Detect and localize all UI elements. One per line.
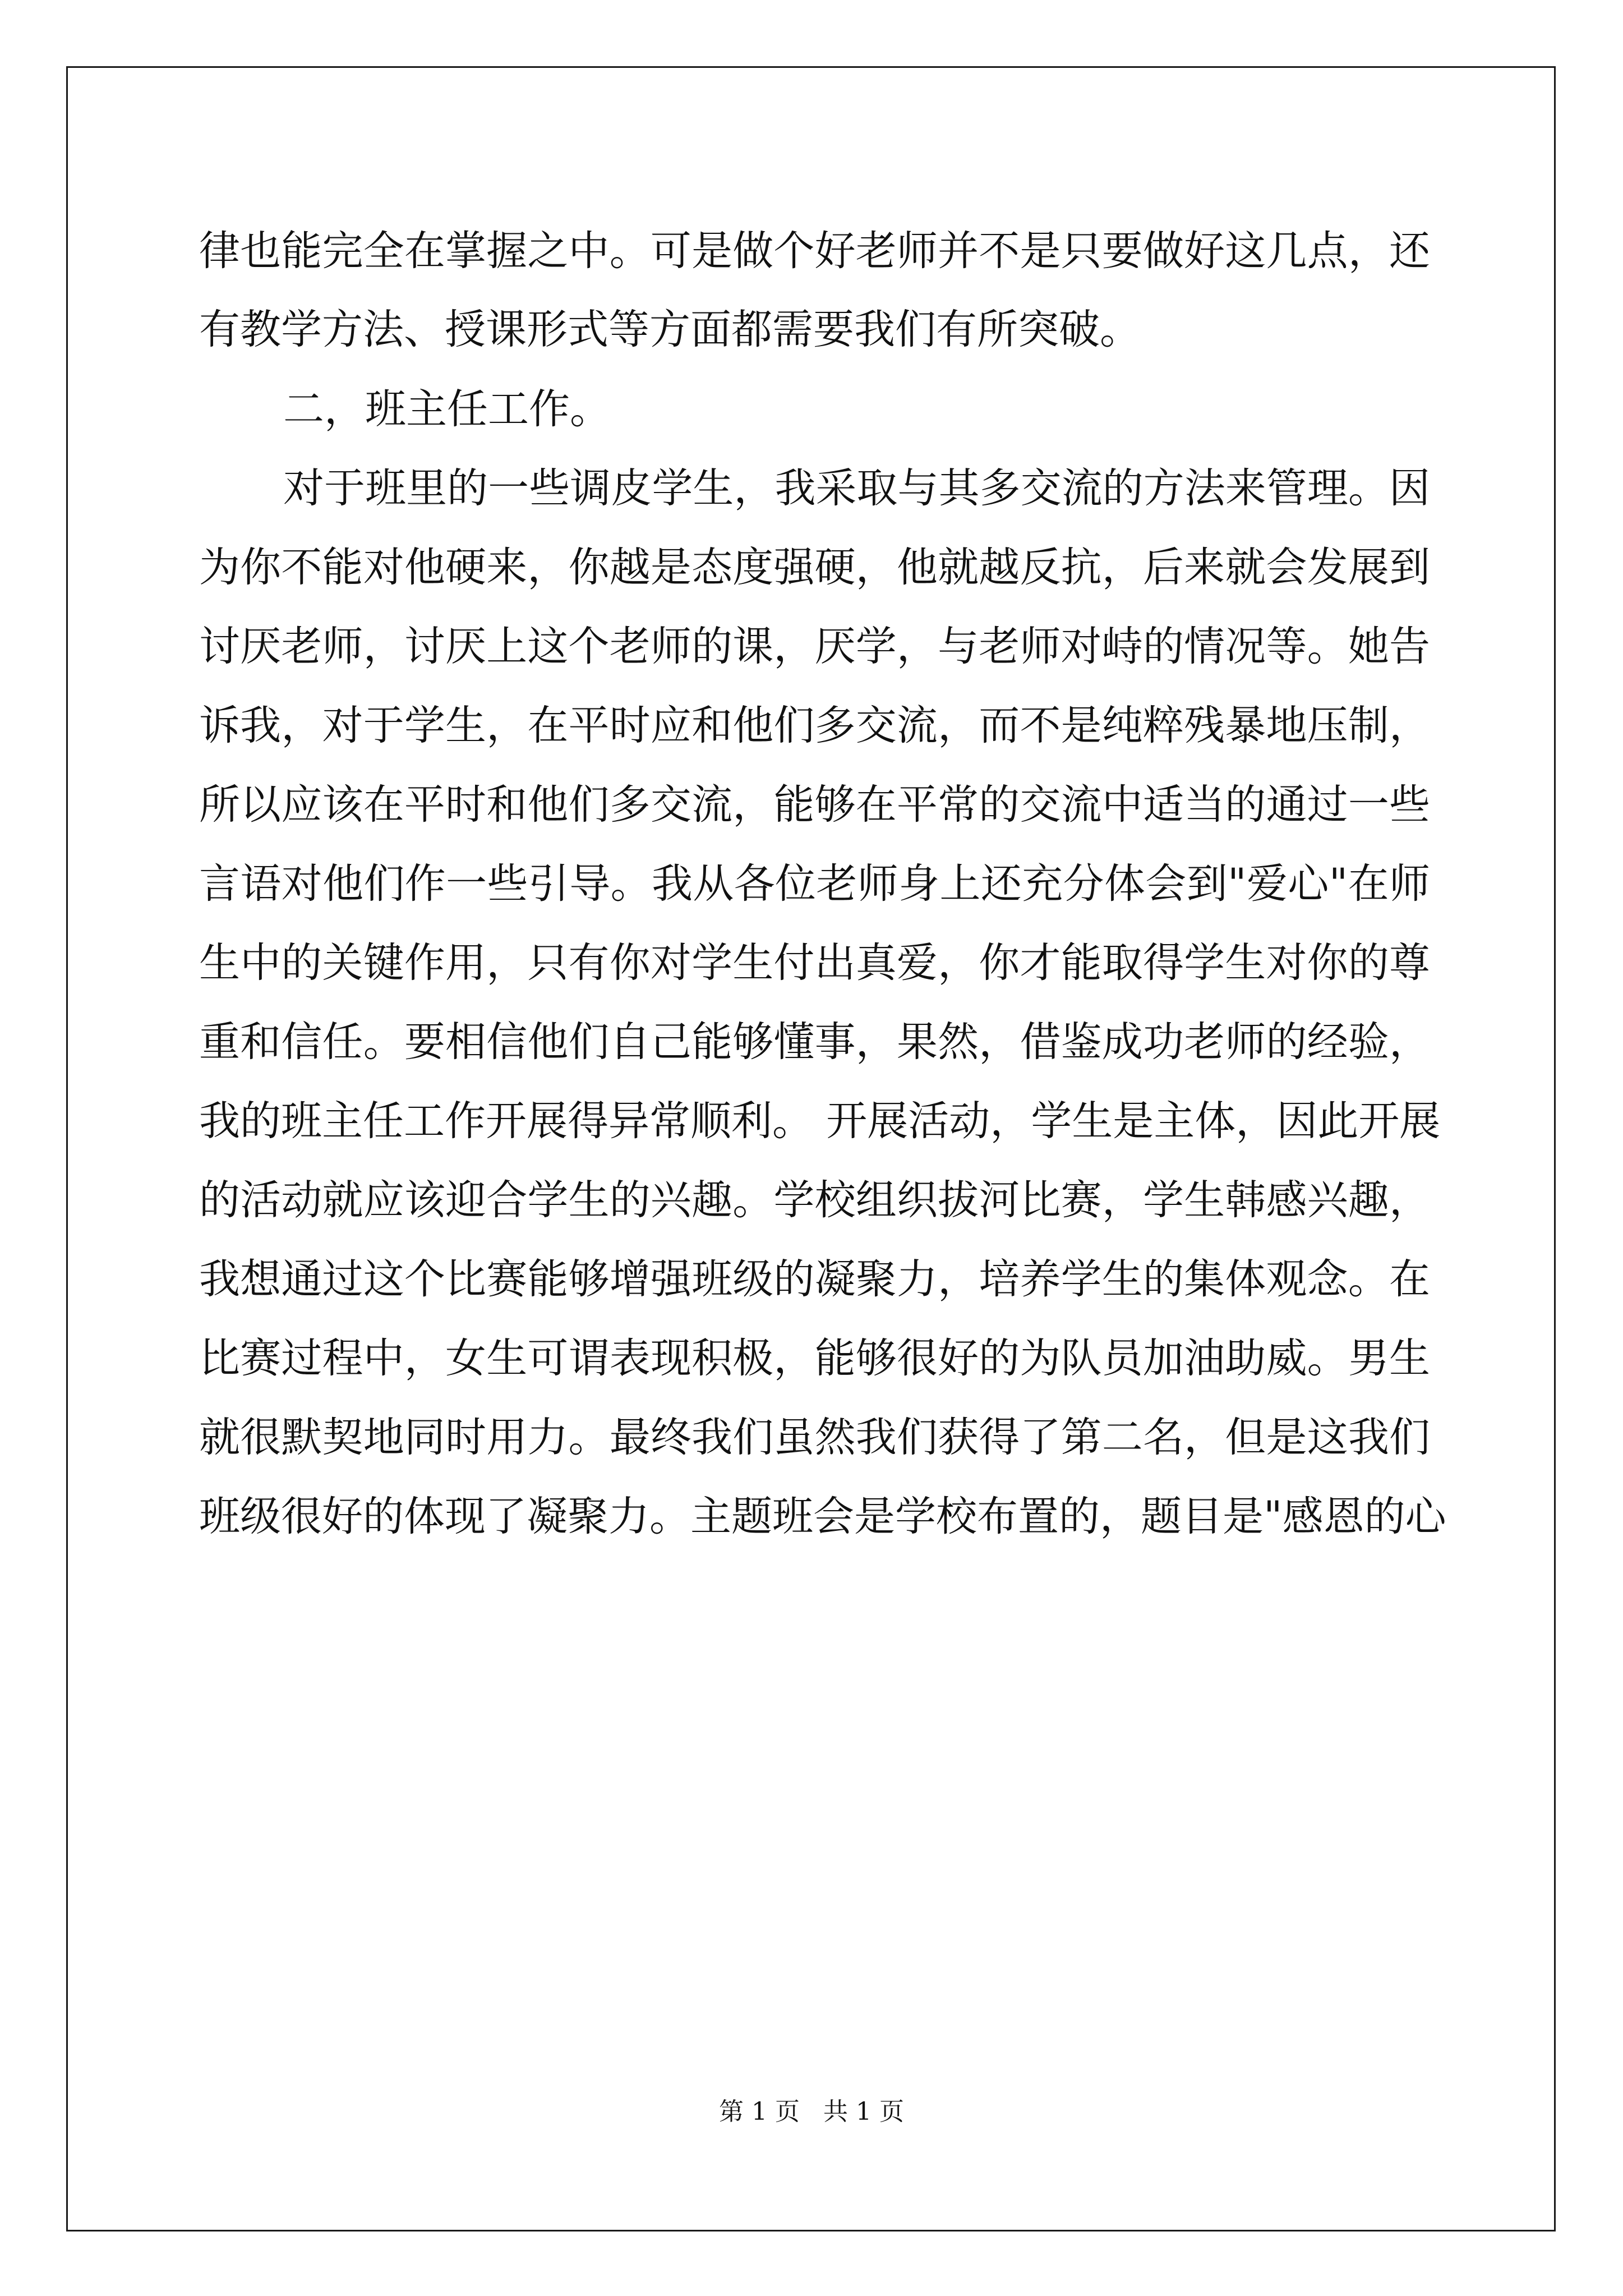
body-line: 讨厌老师，讨厌上这个老师的课，厌学，与老师对峙的情况等。她告: [199, 623, 1430, 670]
body-line: 就很默契地同时用力。最终我们虽然我们获得了第二名，但是这我们: [199, 1414, 1430, 1461]
body-line: 重和信任。要相信他们自己能够懂事，果然，借鉴成功老师的经验，: [199, 1018, 1430, 1066]
body-line: 律也能完全在掌握之中。可是做个好老师并不是只要做好这几点，还: [199, 227, 1430, 275]
body-line: 言语对他们作一些引导。我从各位老师身上还充分体会到"爱心"在师: [199, 860, 1430, 908]
body-line: 诉我，对于学生，在平时应和他们多交流，而不是纯粹残暴地压制，: [199, 702, 1430, 749]
body-line: 我的班主任工作开展得异常顺利。 开展活动，学生是主体，因此开展: [199, 1097, 1441, 1145]
body-line: 我想通过这个比赛能够增强班级的凝聚力，培养学生的集体观念。在: [199, 1255, 1430, 1303]
section-heading: 二，班主任工作。: [283, 385, 611, 433]
body-line: 生中的关键作用，只有你对学生付出真爱，你才能取得学生对你的尊: [199, 939, 1430, 987]
body-line: 对于班里的一些调皮学生，我采取与其多交流的方法来管理。因: [283, 464, 1430, 512]
body-line: 所以应该在平时和他们多交流，能够在平常的交流中适当的通过一些: [199, 781, 1430, 829]
page-footer: 第 1 页 共 1 页: [719, 2097, 904, 2126]
body-line: 比赛过程中，女生可谓表现积极，能够很好的为队员加油助威。男生: [199, 1335, 1430, 1382]
body-line: 有教学方法、授课形式等方面都需要我们有所突破。: [199, 306, 1141, 353]
body-line: 的活动就应该迎合学生的兴趣。学校组织拔河比赛，学生韩感兴趣，: [199, 1176, 1430, 1224]
body-line: 班级很好的体现了凝聚力。主题班会是学校布置的，题目是"感恩的心: [199, 1493, 1446, 1540]
body-line: 为你不能对他硬来，你越是态度强硬，他就越反抗，后来就会发展到: [199, 544, 1430, 591]
